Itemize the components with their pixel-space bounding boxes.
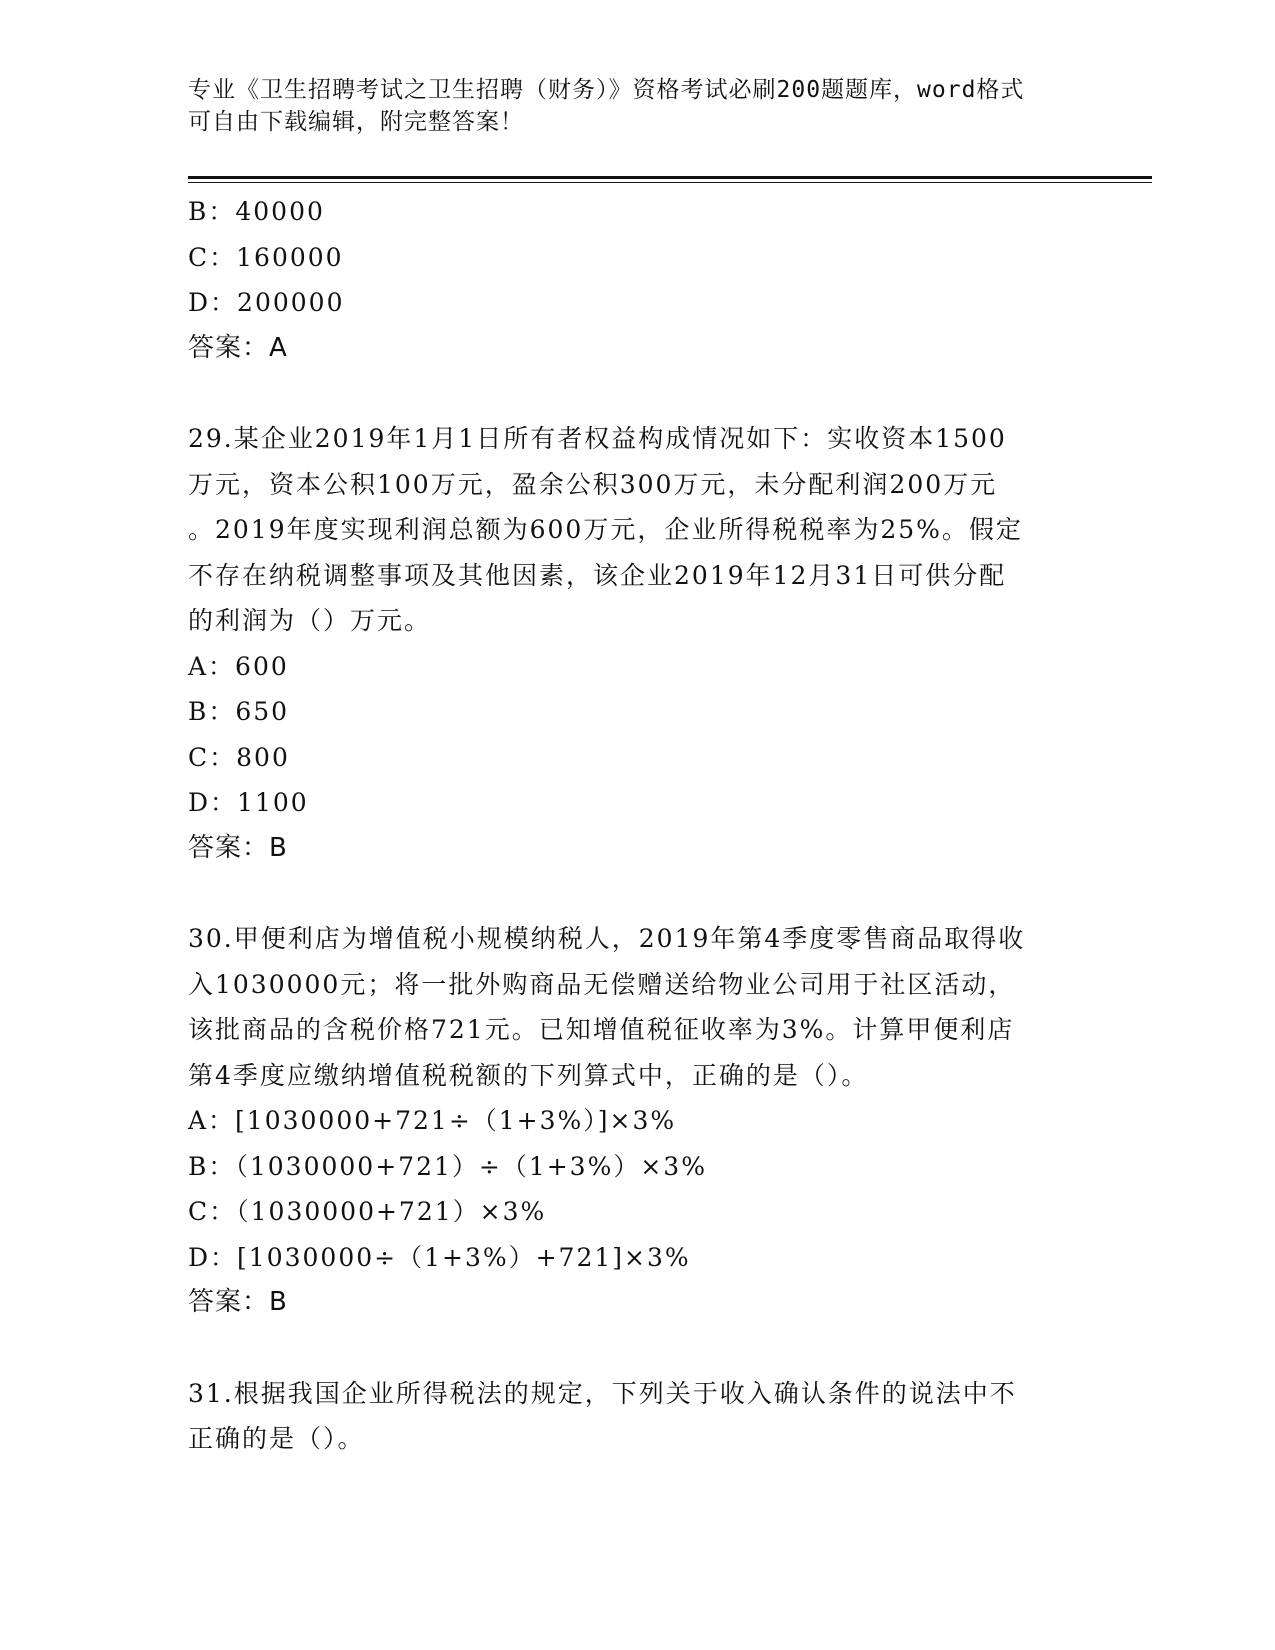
question-28-tail — [188, 189, 1088, 371]
question-30 — [188, 916, 1088, 1326]
option-b: B：650 — [188, 697, 290, 726]
option-b: B：（1030000+721）÷（1+3%）×3% — [188, 1151, 707, 1181]
question-stem-line: 入1030000元；将一批外购商品无偿赠送给物业公司用于社区活动， — [188, 969, 1016, 999]
answer: 答案：B — [188, 1287, 288, 1317]
header-line-1: 专业《卫生招聘考试之卫生招聘（财务）》资格考试必刷200题题库，word格式 — [188, 77, 1025, 103]
question-stem-line: 的利润为（）万元。 — [188, 606, 432, 635]
answer: 答案：A — [188, 332, 288, 363]
option-d: D：200000 — [188, 288, 345, 317]
question-stem-line: 该批商品的含税价格721元。已知增值税征收率为3%。计算甲便利店 — [188, 1015, 1015, 1044]
question-stem-line: 。2019年度实现利润总额为600万元，企业所得税税率为25%。假定 — [188, 515, 1023, 544]
document-header — [188, 74, 1068, 138]
question-31 — [188, 1371, 1088, 1462]
answer: 答案：B — [188, 832, 288, 863]
question-29 — [188, 416, 1088, 871]
question-stem-line: 第4季度应缴纳增值税税额的下列算式中，正确的是（）。 — [188, 1060, 869, 1090]
question-stem-line: 29.某企业2019年1月1日所有者权益构成情况如下：实收资本1500 — [188, 424, 1007, 453]
question-stem-line: 31.根据我国企业所得税法的规定，下列关于收入确认条件的说法中不 — [188, 1378, 1017, 1408]
option-b: B：40000 — [188, 197, 325, 226]
header-divider-thick — [188, 176, 1152, 179]
option-c: C：800 — [188, 742, 290, 772]
option-a: A：600 — [188, 651, 289, 681]
question-stem-line: 30.甲便利店为增值税小规模纳税人，2019年第4季度零售商品取得收 — [188, 924, 1026, 953]
option-d: D：1100 — [188, 788, 309, 817]
header-line-2: 可自由下载编辑，附完整答案！ — [188, 109, 524, 135]
option-c: C：（1030000+721）×3% — [188, 1197, 547, 1226]
question-stem-line: 正确的是（）。 — [188, 1424, 365, 1453]
option-d: D：[1030000÷（1+3%）+721]×3% — [188, 1242, 691, 1272]
option-c: C：160000 — [188, 242, 344, 272]
option-a: A：[1030000+721÷（1+3%）]×3% — [188, 1106, 677, 1135]
header-divider-thin — [188, 182, 1152, 183]
question-stem-line: 万元，资本公积100万元，盈余公积300万元，未分配利润200万元 — [188, 469, 998, 499]
question-stem-line: 不存在纳税调整事项及其他因素，该企业2019年12月31日可供分配 — [188, 560, 1007, 590]
document-body — [188, 189, 1088, 1462]
